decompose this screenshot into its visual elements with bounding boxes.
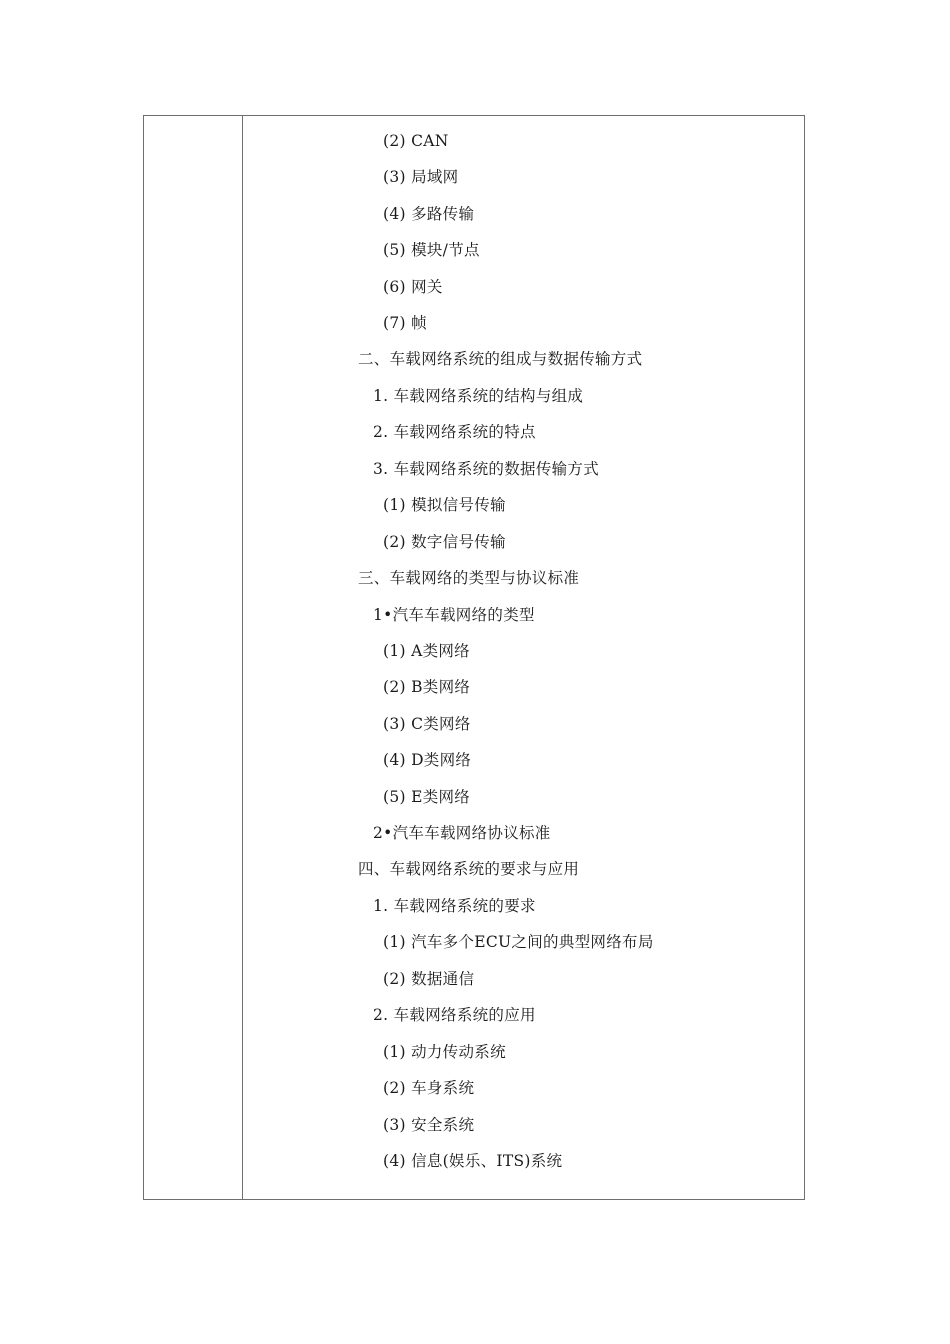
- table-left-cell: [144, 116, 243, 1199]
- outline-item: (3) 安全系统: [383, 1116, 475, 1134]
- outline-item: (2) 数据通信: [383, 970, 475, 988]
- outline-subheading: 3. 车载网络系统的数据传输方式: [373, 460, 600, 478]
- outline-item: (2) 数字信号传输: [383, 533, 506, 551]
- outline-subheading: 2. 车载网络系统的特点: [373, 423, 536, 441]
- outline-item: (4) 多路传输: [383, 205, 475, 223]
- outline-item: (4) D类网络: [383, 751, 472, 769]
- outline-item: (3) 局域网: [383, 168, 459, 186]
- outline-item: (3) C类网络: [383, 715, 471, 733]
- outline-item: (1) 汽车多个ECU之间的典型网络布局: [383, 933, 654, 951]
- outline-item: (5) E类网络: [383, 788, 471, 806]
- outline-item: (1) 模拟信号传输: [383, 496, 506, 514]
- outline-heading: 四、车载网络系统的要求与应用: [358, 860, 580, 878]
- outline-subheading: 1. 车载网络系统的结构与组成: [373, 387, 584, 405]
- outline-item: (1) A类网络: [383, 642, 470, 660]
- outline-item: (6) 网关: [383, 278, 443, 296]
- outline-item: (7) 帧: [383, 314, 427, 332]
- outline-heading: 三、车载网络的类型与协议标准: [358, 569, 580, 587]
- outline-item: (2) B类网络: [383, 678, 471, 696]
- content-table: [143, 115, 805, 1200]
- outline-subheading: 2•汽车车载网络协议标准: [373, 824, 551, 842]
- outline-subheading: 1. 车载网络系统的要求: [373, 897, 536, 915]
- outline-item: (1) 动力传动系统: [383, 1043, 506, 1061]
- outline-heading: 二、车载网络系统的组成与数据传输方式: [358, 350, 643, 368]
- outline-item: (2) CAN: [383, 132, 449, 150]
- outline-item: (5) 模块/节点: [383, 241, 480, 259]
- outline-item: (2) 车身系统: [383, 1079, 475, 1097]
- table-right-cell: [243, 116, 804, 1199]
- outline-subheading: 1•汽车车载网络的类型: [373, 606, 535, 624]
- outline-subheading: 2. 车载网络系统的应用: [373, 1006, 536, 1024]
- outline-item: (4) 信息(娱乐、ITS)系统: [383, 1152, 563, 1170]
